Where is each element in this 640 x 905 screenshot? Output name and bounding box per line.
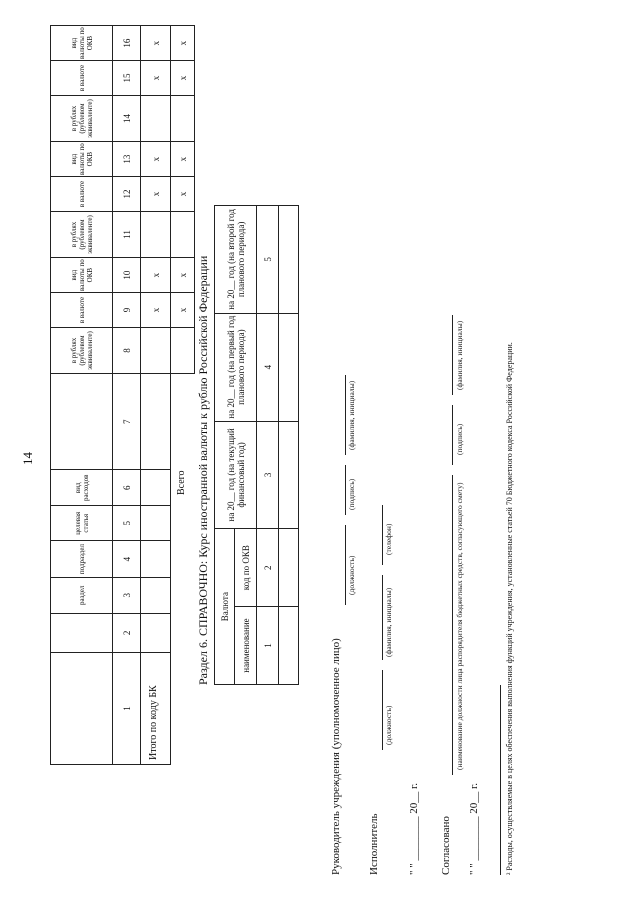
agreed-label: Согласовано: [440, 816, 452, 875]
x-mark: x: [171, 177, 195, 212]
x-mark: x: [171, 142, 195, 177]
x-mark: x: [171, 61, 195, 96]
empty-cell: [141, 470, 171, 506]
section6-title: Раздел 6. СПРАВОЧНО: Курс иностранной валюты к рублю Российской Федерации: [196, 255, 210, 685]
col-number: 16: [113, 26, 141, 61]
header-cell: вид валюты по ОКВ: [51, 26, 113, 61]
x-mark: x: [141, 258, 171, 293]
header-cell: вид расходов: [51, 470, 113, 506]
empty-cell: [141, 577, 171, 613]
col-number: 2: [113, 613, 141, 652]
total-all-label: Всего: [176, 470, 187, 495]
empty-cell: [141, 374, 171, 470]
header-cell: подраздел: [51, 541, 113, 578]
col-number: 6: [113, 470, 141, 506]
year2-header: на 20__ год (на первый год планового периода): [215, 313, 257, 421]
caption-position: (должность): [347, 555, 356, 595]
empty-cell: [141, 506, 171, 541]
empty-cell: [171, 327, 195, 373]
table-number-row: [113, 26, 141, 765]
col-number: 4: [257, 313, 279, 421]
header-cell: [51, 374, 113, 470]
empty-cell: [141, 541, 171, 578]
col-number: 2: [257, 529, 279, 607]
col-number: 15: [113, 61, 141, 96]
caption-signature: (подпись): [455, 423, 464, 455]
caption-name: (фамилия, инициалы): [347, 380, 356, 450]
x-mark: x: [141, 177, 171, 212]
x-mark: x: [171, 26, 195, 61]
empty-cell: [171, 211, 195, 257]
table-header-row: [51, 26, 113, 765]
caption-position: (должность): [384, 705, 393, 745]
empty-cell: [279, 421, 299, 529]
year1-header: на 20__ год (на текущий финансовый год): [215, 421, 257, 529]
executor-label: Исполнитель: [368, 813, 380, 875]
caption-signature: (подпись): [347, 478, 356, 510]
footnote: ² Расходы, осуществляемые в целях обеспечения выполнения функций учреждения, установленные статьей 70 Бюджетного кодекса Российской Федерации.: [505, 342, 514, 875]
header-cell: [51, 613, 113, 652]
empty-cell: [171, 652, 195, 764]
empty-cell: [141, 95, 171, 141]
x-mark: x: [141, 142, 171, 177]
col-number: 7: [113, 374, 141, 470]
empty-cell: [171, 506, 195, 541]
head-label: Руководитель учреждения (уполномоченное лицо): [330, 638, 342, 875]
header-cell: в рублях (рублевом эквиваленте): [51, 327, 113, 373]
header-cell: вид валюты по ОКВ: [51, 142, 113, 177]
caption-name: (фамилия, инициалы): [384, 587, 393, 657]
col-number: 1: [113, 652, 141, 764]
empty-cell: [141, 327, 171, 373]
empty-cell: [279, 313, 299, 421]
header-cell: вид валюты по ОКВ: [51, 258, 113, 293]
table-row: [279, 206, 299, 685]
empty-cell: [279, 529, 299, 607]
x-mark: x: [171, 293, 195, 328]
header-cell: в валюте: [51, 177, 113, 212]
currency-table: [214, 205, 299, 685]
col-number: 5: [113, 506, 141, 541]
x-mark: x: [141, 26, 171, 61]
col-number: 14: [113, 95, 141, 141]
date-line-1: " " ________ 20__ г.: [408, 782, 420, 875]
col-number: 3: [113, 577, 141, 613]
year3-header: на 20__ год (на второй год планового периода): [215, 206, 257, 314]
col-number: 8: [113, 327, 141, 373]
empty-cell: [171, 374, 195, 470]
col-number: 5: [257, 206, 279, 314]
header-cell: в рублях (рублевом эквиваленте): [51, 211, 113, 257]
currency-header: Валюта: [215, 529, 235, 685]
table-row-total-all: [171, 26, 195, 765]
col-number: 4: [113, 541, 141, 578]
empty-cell: [279, 206, 299, 314]
date-line-2: " " ________ 20__ г.: [468, 782, 480, 875]
col-number: 3: [257, 421, 279, 529]
expenses-table: [50, 25, 195, 765]
name-header: наименование: [235, 607, 257, 685]
caption-name: (фамилия, инициалы): [455, 320, 464, 390]
header-cell: в валюте: [51, 61, 113, 96]
x-mark: x: [141, 293, 171, 328]
empty-cell: [171, 613, 195, 652]
col-number: 13: [113, 142, 141, 177]
total-bk-label: Итого по коду БК: [148, 685, 159, 760]
header-cell: раздел: [51, 577, 113, 613]
x-mark: x: [171, 258, 195, 293]
header-cell: в валюте: [51, 293, 113, 328]
empty-cell: [141, 211, 171, 257]
caption-phone: (телефон): [384, 523, 393, 555]
number-row: [257, 206, 279, 685]
empty-cell: [141, 613, 171, 652]
col-number: 10: [113, 258, 141, 293]
x-mark: x: [141, 61, 171, 96]
okv-header: код по ОКВ: [235, 529, 257, 607]
empty-cell: [279, 607, 299, 685]
table-row-total-bk: [141, 26, 171, 765]
col-number: 12: [113, 177, 141, 212]
col-number: 9: [113, 293, 141, 328]
col-number: 1: [257, 607, 279, 685]
empty-cell: [171, 577, 195, 613]
page-number: 14: [20, 452, 35, 465]
empty-cell: [171, 541, 195, 578]
header-cell: целевая статья: [51, 506, 113, 541]
col-number: 11: [113, 211, 141, 257]
empty-cell: [171, 95, 195, 141]
caption-agreed-position: (наименование должности лица распорядителя бюджетных средств, согласующего смету): [455, 482, 464, 770]
header-cell: в рублях (рублевом эквиваленте): [51, 95, 113, 141]
header-cell: [51, 652, 113, 764]
